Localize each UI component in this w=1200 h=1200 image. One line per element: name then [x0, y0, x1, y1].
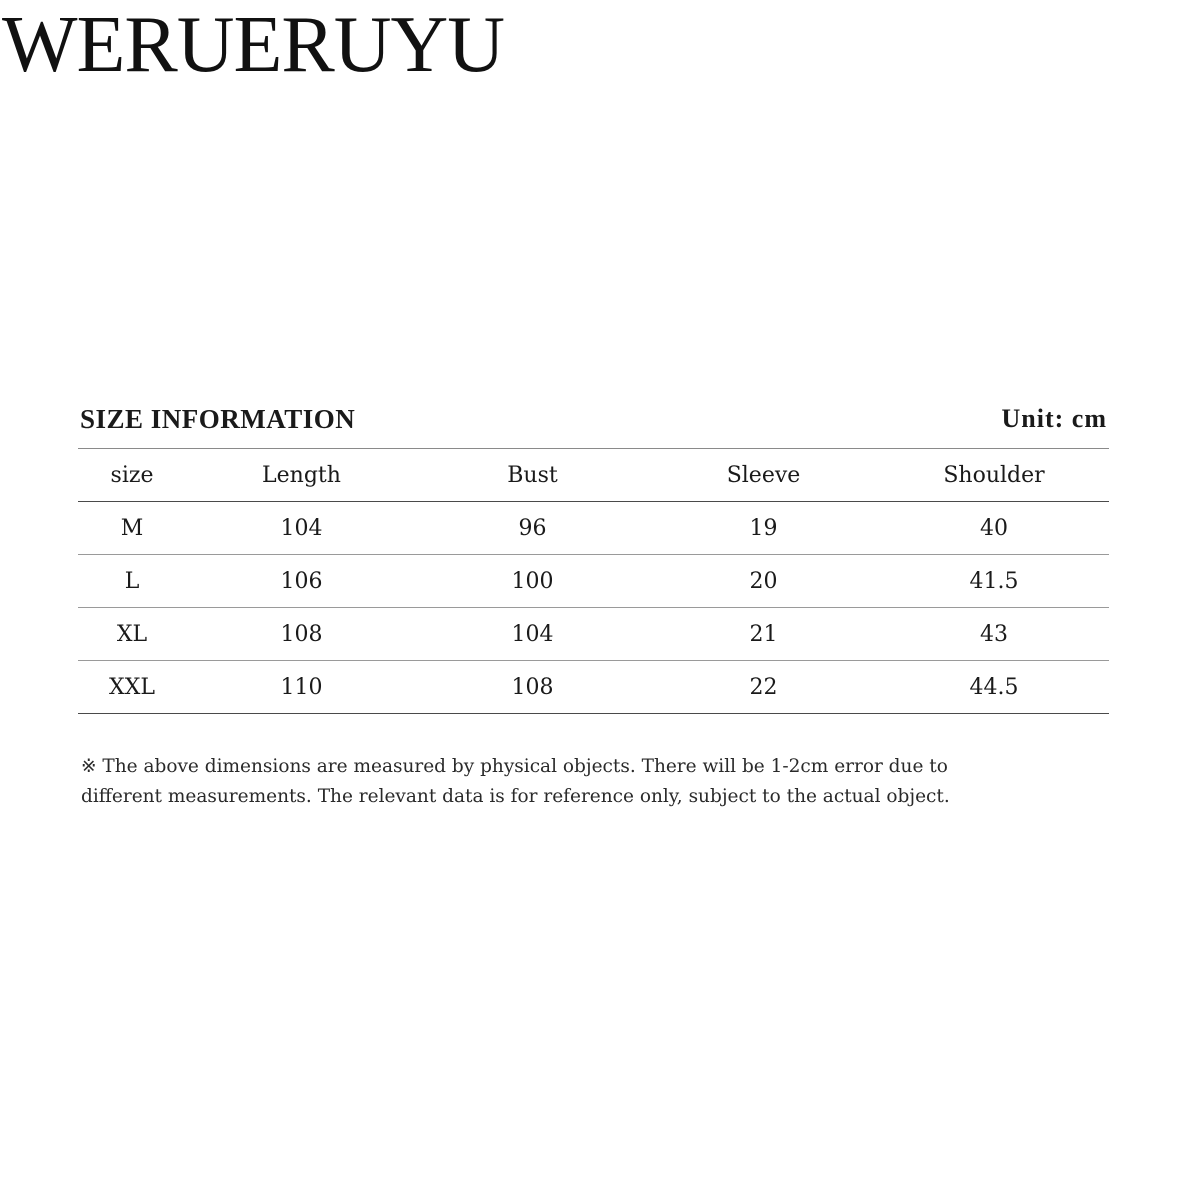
length-cell: 106	[186, 555, 417, 608]
measurement-note	[81, 752, 1121, 812]
size-cell: M	[78, 502, 186, 555]
column-header-shoulder: Shoulder	[879, 449, 1109, 502]
table-row	[78, 555, 1109, 608]
table-row	[78, 608, 1109, 661]
brand-logo: WERUERUYU	[2, 1, 505, 89]
column-header-bust: Bust	[417, 449, 648, 502]
bust-cell: 96	[417, 502, 648, 555]
length-cell: 104	[186, 502, 417, 555]
sleeve-cell: 21	[648, 608, 879, 661]
sleeve-cell: 22	[648, 661, 879, 714]
note-line-2: different measurements. The relevant data is for reference only, subject to the actual object.	[81, 786, 950, 807]
size-cell: XL	[78, 608, 186, 661]
size-table	[78, 449, 1109, 714]
bust-cell: 100	[417, 555, 648, 608]
shoulder-cell: 41.5	[879, 555, 1109, 608]
length-cell: 108	[186, 608, 417, 661]
shoulder-cell: 43	[879, 608, 1109, 661]
section-title: SIZE INFORMATION	[80, 404, 356, 434]
bust-cell: 108	[417, 661, 648, 714]
unit-label: Unit: cm	[1001, 404, 1107, 433]
sleeve-cell: 19	[648, 502, 879, 555]
column-header-size: size	[78, 449, 186, 502]
table-row	[78, 502, 1109, 555]
shoulder-cell: 40	[879, 502, 1109, 555]
sleeve-cell: 20	[648, 555, 879, 608]
table-row	[78, 661, 1109, 714]
size-cell: L	[78, 555, 186, 608]
size-information-header	[78, 400, 1109, 449]
length-cell: 110	[186, 661, 417, 714]
shoulder-cell: 44.5	[879, 661, 1109, 714]
bust-cell: 104	[417, 608, 648, 661]
note-line-1: ※ The above dimensions are measured by physical objects. There will be 1-2cm error due to	[81, 756, 948, 777]
column-header-length: Length	[186, 449, 417, 502]
table-header-row	[78, 449, 1109, 502]
column-header-sleeve: Sleeve	[648, 449, 879, 502]
size-cell: XXL	[78, 661, 186, 714]
size-information-section	[78, 400, 1109, 714]
